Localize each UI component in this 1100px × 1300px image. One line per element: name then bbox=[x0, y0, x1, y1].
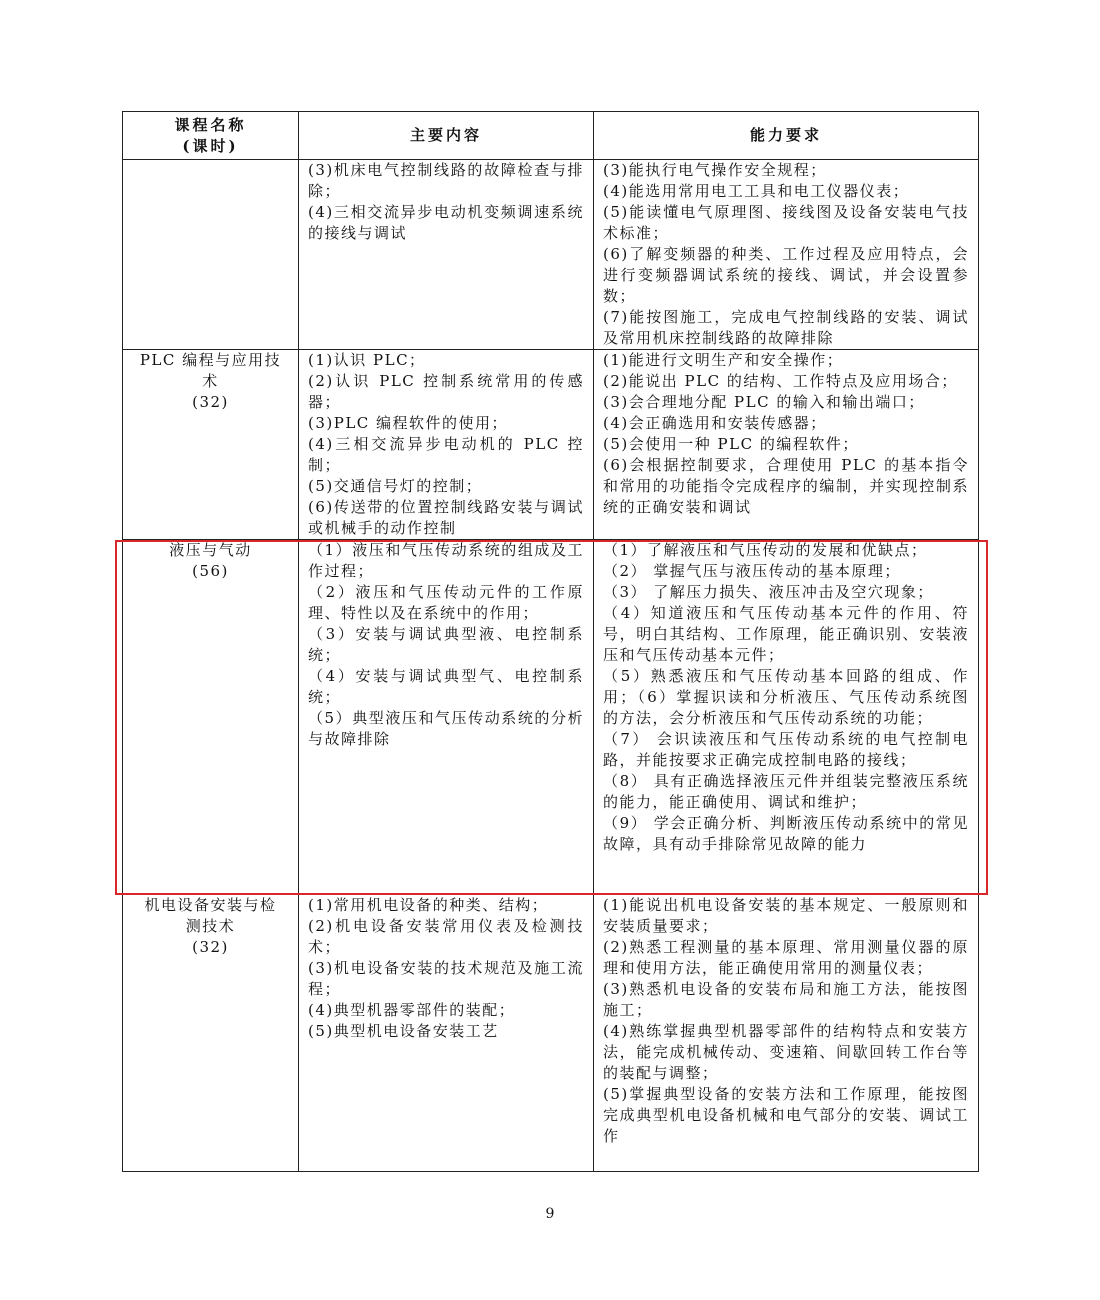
content-cell bbox=[299, 540, 594, 895]
requirement-item: (4)能选用常用电工工具和电工仪器仪表； bbox=[603, 182, 910, 200]
requirements-cell bbox=[594, 160, 979, 350]
requirement-item: （7） 会识读液压和气压传动系统的电气控制电路，并能按要求正确完成控制电路的接线； bbox=[603, 730, 969, 769]
requirement-item: (4)会正确选用和安装传感器； bbox=[603, 414, 827, 432]
requirement-item: (7)能按图施工，完成电气控制线路的安装、调试及常用机床控制线路的故障排除 bbox=[603, 308, 969, 347]
content-item: （2）液压和气压传动元件的工作原理、特性以及在系统中的作用； bbox=[308, 583, 584, 622]
requirement-item: (6)会根据控制要求，合理使用 PLC 的基本指令和常用的功能指令完成程序的编制，并实现控制系统的正确安装和调试 bbox=[603, 456, 969, 516]
content-item: (3)机电设备安装的技术规范及施工流程； bbox=[308, 959, 584, 998]
content-item: （5）典型液压和气压传动系统的分析与故障排除 bbox=[308, 709, 584, 748]
content-item: （1）液压和气压传动系统的组成及工作过程； bbox=[308, 541, 584, 580]
requirement-item: (5)能读懂电气原理图、接线图及设备安装电气技术标准； bbox=[603, 203, 969, 242]
content-cell bbox=[299, 895, 594, 1172]
header-content: 主要内容 bbox=[299, 112, 594, 160]
course-name-line: (32) bbox=[192, 938, 229, 956]
content-item: (3)PLC 编程软件的使用； bbox=[308, 414, 509, 432]
requirements-cell bbox=[594, 540, 979, 895]
requirement-item: (4)熟练掌握典型机器零部件的结构特点和安装方法，能完成机械传动、变速箱、间歇回转工作台等的装配与调整； bbox=[603, 1022, 969, 1082]
requirements-cell bbox=[594, 350, 979, 540]
course-name-line: 机电设备安装与检 bbox=[144, 896, 277, 914]
requirement-item: （1）了解液压和气压传动的发展和优缺点； bbox=[603, 541, 928, 559]
requirement-item: (2)熟悉工程测量的基本原理、常用测量仪器的原理和使用方法，能正确使用常用的测量仪表； bbox=[603, 938, 969, 977]
content-cell bbox=[299, 350, 594, 540]
content-item: (3)机床电气控制线路的故障检查与排除； bbox=[308, 161, 584, 200]
requirement-item: （4）知道液压和气压传动基本元件的作用、符号，明白其结构、工作原理，能正确识别、安装液压和气压传动基本元件； bbox=[603, 604, 969, 664]
requirement-item: (2)能说出 PLC 的结构、工作特点及应用场合； bbox=[603, 372, 958, 390]
table-row bbox=[123, 350, 979, 540]
requirement-item: (3)能执行电气操作安全规程； bbox=[603, 161, 827, 179]
content-item: (1)认识 PLC； bbox=[308, 351, 426, 369]
content-item: (5)典型机电设备安装工艺 bbox=[308, 1022, 499, 1040]
requirement-item: (1)能进行文明生产和安全操作； bbox=[603, 351, 844, 369]
requirement-item: （2） 掌握气压与液压传动的基本原理； bbox=[603, 562, 901, 580]
requirement-item: (3)熟悉机电设备的安装布局和施工方法，能按图施工； bbox=[603, 980, 969, 1019]
content-item: (1)常用机电设备的种类、结构； bbox=[308, 896, 549, 914]
course-name-line: 术 bbox=[202, 372, 219, 390]
course-name-line: (32) bbox=[192, 393, 229, 411]
requirement-item: (5)掌握典型设备的安装方法和工作原理，能按图完成典型机电设备机械和电气部分的安装、调试工作 bbox=[603, 1085, 969, 1145]
course-name-line: 测技术 bbox=[185, 917, 236, 935]
course-name-line: 液压与气动 bbox=[169, 541, 252, 559]
content-item: (4)三相交流异步电动机的 PLC 控制； bbox=[308, 435, 584, 474]
header-course-name-label: 课程名称 bbox=[174, 115, 247, 134]
requirement-item: (6)了解变频器的种类、工作过程及应用特点，会进行变频器调试系统的接线、调试，并会设置参数； bbox=[603, 245, 969, 305]
content-item: (5)交通信号灯的控制； bbox=[308, 477, 483, 495]
requirement-item: (3)会合理地分配 PLC 的输入和输出端口； bbox=[603, 393, 925, 411]
course-name-cell bbox=[123, 160, 299, 350]
table-row bbox=[123, 895, 979, 1172]
table-row bbox=[123, 540, 979, 895]
table-header-row bbox=[123, 112, 979, 160]
requirement-item: (1)能说出机电设备安装的基本规定、一般原则和安装质量要求； bbox=[603, 896, 969, 935]
requirement-item: （8） 具有正确选择液压元件并组装完整液压系统的能力，能正确使用、调试和维护； bbox=[603, 772, 969, 811]
content-item: (6)传送带的位置控制线路安装与调试或机械手的动作控制 bbox=[308, 498, 584, 537]
content-item: (2)认识 PLC 控制系统常用的传感器； bbox=[308, 372, 584, 411]
requirement-item: (5)会使用一种 PLC 的编程软件； bbox=[603, 435, 859, 453]
course-name-cell bbox=[123, 540, 299, 895]
requirement-item: （5）熟悉液压和气压传动基本回路的组成、作用；（6）掌握识读和分析液压、气压传动系统图的方法，会分析液压和气压传动系统的功能； bbox=[603, 667, 969, 727]
header-course-name bbox=[123, 112, 299, 160]
course-name-line: (56) bbox=[192, 562, 229, 580]
requirement-item: （9） 学会正确分析、判断液压传动系统中的常见故障，具有动手排除常见故障的能力 bbox=[603, 814, 969, 853]
course-name-line: PLC 编程与应用技 bbox=[139, 351, 282, 369]
content-item: (2)机电设备安装常用仪表及检测技术； bbox=[308, 917, 584, 956]
content-item: （4）安装与调试典型气、电控制系统； bbox=[308, 667, 584, 706]
content-item: （3）安装与调试典型液、电控制系统； bbox=[308, 625, 584, 664]
content-item: (4)典型机器零部件的装配； bbox=[308, 1001, 516, 1019]
course-name-cell bbox=[123, 350, 299, 540]
page-number: 9 bbox=[545, 1206, 555, 1222]
content-cell bbox=[299, 160, 594, 350]
header-requirements: 能力要求 bbox=[594, 112, 979, 160]
requirements-cell bbox=[594, 895, 979, 1172]
requirement-item: （3） 了解压力损失、液压冲击及空穴现象； bbox=[603, 583, 934, 601]
course-table bbox=[122, 111, 979, 1172]
header-course-hours-label: (课时) bbox=[182, 136, 239, 155]
content-item: (4)三相交流异步电动机变频调速系统的接线与调试 bbox=[308, 203, 584, 242]
course-name-cell bbox=[123, 895, 299, 1172]
table-row bbox=[123, 160, 979, 350]
